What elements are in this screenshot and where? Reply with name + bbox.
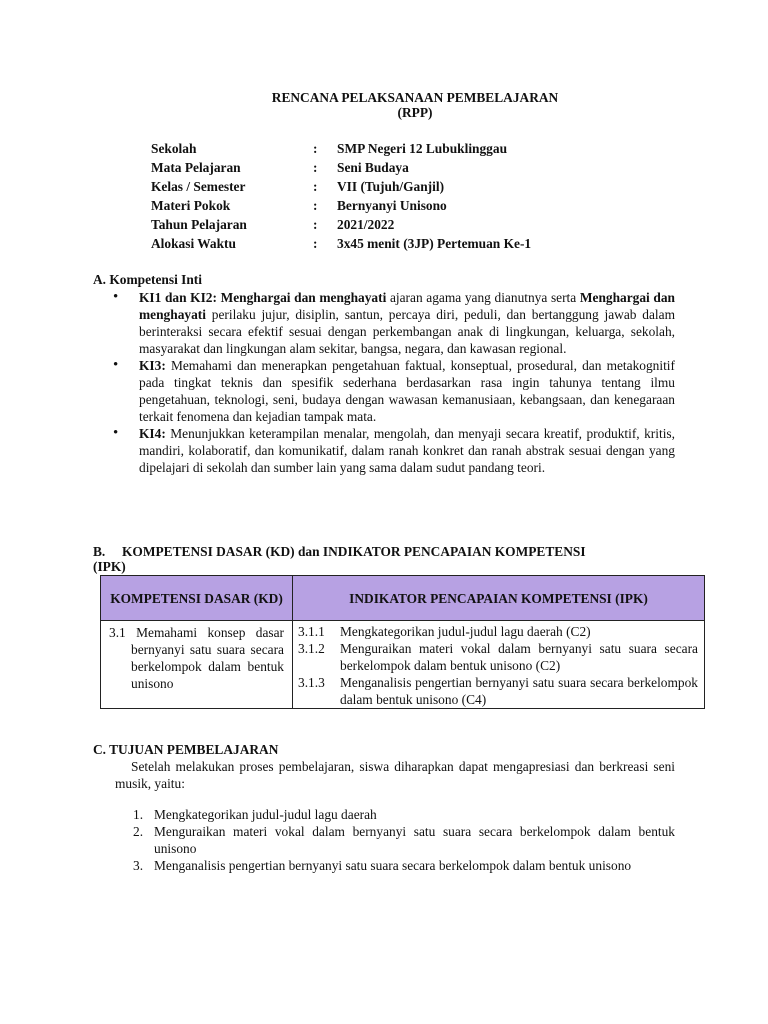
column-header-kd: KOMPETENSI DASAR (KD): [101, 576, 293, 621]
ipk-text: Menguraikan materi vokal dalam bernyanyi satu suara secara berkelompok dalam bentuk unisono (C2): [340, 641, 698, 673]
ipk-text: Mengkategorikan judul-judul lagu daerah (C2): [340, 624, 591, 639]
ki-label: KI3:: [139, 358, 166, 373]
bullet-icon: •: [113, 357, 119, 373]
list-text: Menganalisis pengertian bernyanyi satu suara secara berkelompok dalam bentuk unisono: [154, 858, 632, 873]
identity-value: SMP Negeri 12 Lubuklinggau: [337, 141, 508, 156]
ipk-text: Menganalisis pengertian bernyanyi satu suara secara berkelompok dalam bentuk unisono (C4): [340, 675, 698, 707]
list-item: [0, 357, 675, 425]
section-c-intro: Setelah melakukan proses pembelajaran, siswa diharapkan dapat mengapresiasi dan berkreasi seni musik, yaitu:: [115, 759, 675, 791]
kd-cell: [101, 621, 293, 709]
ipk-item: [293, 640, 704, 674]
list-item: [0, 425, 675, 476]
table-header-row: [101, 576, 705, 621]
ipk-item: [293, 674, 704, 708]
ipk-number: 3.1.2: [298, 641, 325, 656]
ipk-number: 3.1.3: [298, 675, 325, 690]
ki-emphasis: Menghargai dan menghayati: [139, 290, 676, 322]
document-title: RENCANA PELAKSANAAN PEMBELAJARAN: [271, 90, 559, 105]
list-number: 1.: [133, 807, 144, 822]
section-b-heading: B. KOMPETENSI DASAR (KD) dan INDIKATOR PENCAPAIAN KOMPETENSI: [93, 544, 586, 559]
bullet-icon: •: [113, 425, 119, 441]
list-number: 2.: [133, 824, 144, 839]
identity-colon: :: [313, 141, 318, 156]
ki-text: perilaku jujur, disiplin, santun, percaya diri, peduli, dan bertanggung jawab dalam berinteraksi secara efektif sesuai dengan perkembangan anak di lingkungan, keluarga, sekolah, masyarakat dan lingkungan alam sekitar, bangsa, negara, dan kawasan regional.: [139, 307, 675, 356]
list-item: [0, 823, 675, 857]
ki-text: Menunjukkan keterampilan menalar, mengolah, dan menyaji secara kreatif, produktif, kritis, mandiri, kolaboratif, dan komunikatif, dalam ranah konkret dan ranah abstrak sesuai dengan yang dipelajari di sekolah dan sumber lain yang sama dalam sudut pandang teori.: [139, 426, 675, 475]
identity-value: VII (Tujuh/Ganjil): [337, 179, 445, 194]
identity-value: Seni Budaya: [337, 160, 409, 175]
list-number: 3.: [133, 858, 144, 873]
list-item: [0, 289, 675, 357]
document-subtitle: (RPP): [397, 105, 433, 120]
list-item: [0, 806, 675, 823]
identity-colon: :: [313, 198, 318, 213]
tujuan-list: [0, 806, 675, 874]
ipk-number: 3.1.1: [298, 624, 325, 639]
identity-colon: :: [313, 236, 318, 251]
section-c-heading: C. TUJUAN PEMBELAJARAN: [93, 742, 279, 757]
identity-label: Alokasi Waktu: [151, 236, 236, 251]
list-item: [0, 857, 675, 874]
identity-label: Sekolah: [151, 141, 197, 156]
list-text: Menguraikan materi vokal dalam bernyanyi satu suara secara berkelompok dalam bentuk unisono: [154, 824, 675, 856]
kd-ipk-table: [100, 575, 705, 709]
ipk-cell: [293, 621, 705, 709]
identity-value: 2021/2022: [337, 217, 395, 232]
identity-value: Bernyanyi Unisono: [337, 198, 447, 213]
kd-text: 3.1 Memahami konsep dasar bernyanyi satu suara secara berkelompok dalam bentuk unisono: [109, 625, 284, 691]
identity-label: Kelas / Semester: [151, 179, 246, 194]
identity-colon: :: [313, 217, 318, 232]
section-b-heading-cont: (IPK): [93, 559, 126, 574]
identity-colon: :: [313, 160, 318, 175]
identity-colon: :: [313, 179, 318, 194]
list-text: Mengkategorikan judul-judul lagu daerah: [154, 807, 377, 822]
column-header-ipk: INDIKATOR PENCAPAIAN KOMPETENSI (IPK): [293, 576, 705, 621]
identity-label: Materi Pokok: [151, 198, 231, 213]
ki-text: Memahami dan menerapkan pengetahuan faktual, konseptual, prosedural, dan metakognitif pada tingkat teknis dan spesifik sederhana berdasarkan rasa ingin tahunya tentang ilmu pengetahuan, teknologi, seni, budaya dengan wawasan kemanusiaan, kebangsaan, dan kenegaraan terkait fenomena dan kejadian tampak mata.: [139, 358, 675, 424]
identity-label: Mata Pelajaran: [151, 160, 241, 175]
bullet-icon: •: [113, 289, 119, 305]
table-row: [101, 621, 705, 709]
ki-text: ajaran agama yang dianutnya serta: [386, 290, 580, 305]
kompetensi-inti-list: [0, 289, 768, 476]
section-a-heading: A. Kompetensi Inti: [93, 272, 202, 287]
identity-value: 3x45 menit (3JP) Pertemuan Ke-1: [337, 236, 532, 251]
ki-label: KI4:: [139, 426, 166, 441]
ki-label: KI1 dan KI2: Menghargai dan menghayati: [139, 290, 387, 305]
ipk-item: [293, 623, 704, 640]
identity-label: Tahun Pelajaran: [151, 217, 247, 232]
